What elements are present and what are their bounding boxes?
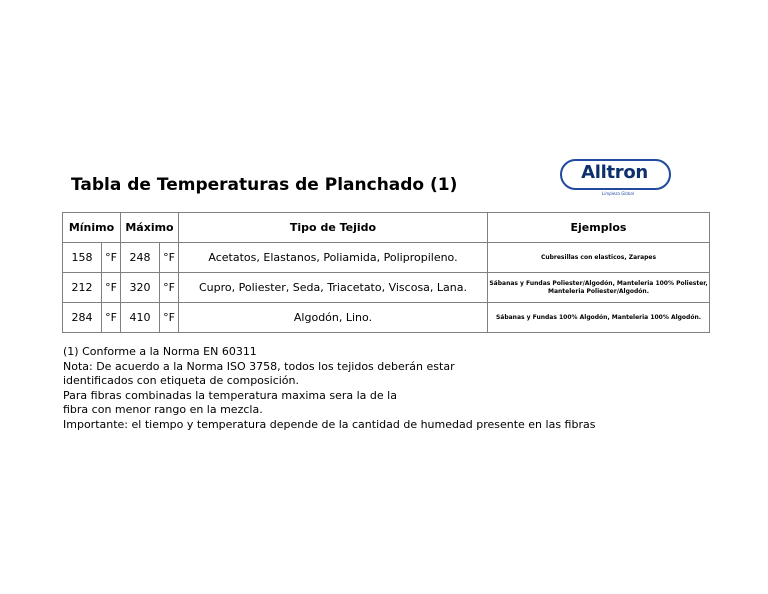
min-value: 212 (63, 273, 102, 303)
notes-block (63, 345, 663, 432)
table-row (63, 303, 710, 333)
temperature-table (62, 212, 710, 333)
page-title: Tabla de Temperaturas de Planchado (1) (71, 175, 458, 195)
max-value: 320 (121, 273, 160, 303)
header-tipo: Tipo de Tejido (179, 213, 488, 243)
max-unit: °F (160, 243, 179, 273)
note-line: Nota: De acuerdo a la Norma ISO 3758, todos los tejidos deberán estar (63, 359, 455, 373)
alltron-logo (559, 158, 673, 200)
logo-tagline: Limpieza Global (602, 191, 634, 196)
fabric-type: Algodón, Lino. (179, 303, 488, 333)
max-value: 410 (121, 303, 160, 333)
min-unit: °F (102, 243, 121, 273)
min-unit: °F (102, 273, 121, 303)
header-ejemplos: Ejemplos (488, 213, 710, 243)
note-line: Importante: el tiempo y temperatura depende de la cantidad de humedad presente en las fibras (63, 417, 596, 431)
table-row (63, 243, 710, 273)
logo-brand-name: Alltron (581, 162, 648, 183)
examples: Sábanas y Fundas Poliester/Algodón, Manteleria 100% Poliester, Manteleria Poliester/Algodón. (488, 273, 710, 303)
min-value: 284 (63, 303, 102, 333)
note-line: Para fibras combinadas la temperatura maxima sera la de la (63, 388, 397, 402)
min-value: 158 (63, 243, 102, 273)
examples: Sábanas y Fundas 100% Algodón, Manteleria 100% Algodón. (488, 303, 710, 333)
max-value: 248 (121, 243, 160, 273)
header-minimo: Mínimo (63, 213, 121, 243)
header-maximo: Máximo (121, 213, 179, 243)
examples: Cubresillas con elasticos, Zarapes (488, 243, 710, 273)
fabric-type: Acetatos, Elastanos, Poliamida, Polipropileno. (179, 243, 488, 273)
fabric-type: Cupro, Poliester, Seda, Triacetato, Viscosa, Lana. (179, 273, 488, 303)
table-row (63, 273, 710, 303)
max-unit: °F (160, 303, 179, 333)
max-unit: °F (160, 273, 179, 303)
table-header-row (63, 213, 710, 243)
min-unit: °F (102, 303, 121, 333)
note-line: identificados con etiqueta de composición. (63, 374, 300, 387)
note-line: (1) Conforme a la Norma EN 60311 (63, 345, 257, 358)
note-line: fibra con menor rango en la mezcla. (63, 403, 263, 416)
